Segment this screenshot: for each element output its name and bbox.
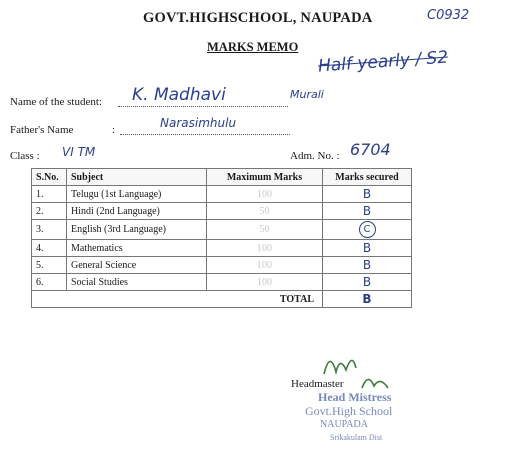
table-row bbox=[32, 220, 412, 240]
father-name-colon: : bbox=[112, 124, 116, 136]
row-subject: General Science bbox=[67, 257, 207, 274]
table-row bbox=[32, 240, 412, 257]
table-row bbox=[32, 186, 412, 203]
total-label: TOTAL bbox=[32, 291, 323, 308]
student-name-extra: Murali bbox=[290, 88, 324, 101]
row-max-marks: 50 bbox=[207, 203, 323, 220]
row-grade: B bbox=[323, 203, 412, 220]
stamp-line-4: Srikakulam Dist bbox=[330, 433, 383, 442]
marks-table bbox=[31, 168, 412, 308]
document-code: C0932 bbox=[427, 8, 470, 23]
row-grade: B bbox=[323, 257, 412, 274]
row-max-marks: 100 bbox=[207, 274, 323, 291]
table-header-row bbox=[32, 169, 412, 186]
student-name-line bbox=[118, 106, 288, 107]
row-subject: Mathematics bbox=[67, 240, 207, 257]
row-max-marks: 100 bbox=[207, 186, 323, 203]
header-max-marks: Maximum Marks bbox=[207, 169, 323, 186]
term-note: Half yearly / S2 bbox=[317, 47, 449, 77]
row-max-marks: 100 bbox=[207, 257, 323, 274]
table-row bbox=[32, 203, 412, 220]
total-grade: B bbox=[323, 291, 412, 308]
class-label: Class : bbox=[10, 150, 40, 162]
stamp-line-3: NAUPADA bbox=[320, 419, 368, 430]
row-grade: B bbox=[323, 186, 412, 203]
row-max-marks: 100 bbox=[207, 240, 323, 257]
student-name-value: K. Madhavi bbox=[132, 85, 226, 105]
row-grade: B bbox=[323, 240, 412, 257]
header-subject: Subject bbox=[67, 169, 207, 186]
student-name-label: Name of the student: bbox=[10, 96, 102, 108]
row-grade-circled: C bbox=[359, 221, 376, 238]
header-marks-secured: Marks secured bbox=[323, 169, 412, 186]
adm-no-value: 6704 bbox=[350, 140, 391, 159]
header-sno: S.No. bbox=[32, 169, 67, 186]
row-sno: 3. bbox=[32, 220, 67, 240]
row-max-marks: 50 bbox=[207, 220, 323, 240]
total-row bbox=[32, 291, 412, 308]
class-value: VI TM bbox=[62, 145, 96, 159]
row-grade-cell bbox=[323, 220, 412, 240]
memo-title: MARKS MEMO bbox=[207, 40, 299, 54]
row-sno: 1. bbox=[32, 186, 67, 203]
father-name-value: Narasimhulu bbox=[160, 116, 237, 130]
headmaster-label: Headmaster bbox=[291, 378, 344, 390]
row-subject: Telugu (1st Language) bbox=[67, 186, 207, 203]
row-sno: 4. bbox=[32, 240, 67, 257]
row-sno: 2. bbox=[32, 203, 67, 220]
adm-no-label: Adm. No. : bbox=[290, 150, 340, 162]
row-subject: Hindi (2nd Language) bbox=[67, 203, 207, 220]
row-grade: B bbox=[323, 274, 412, 291]
row-subject: English (3rd Language) bbox=[67, 220, 207, 240]
row-sno: 5. bbox=[32, 257, 67, 274]
stamp-line-2: Govt.High School bbox=[305, 404, 393, 418]
school-name: GOVT.HIGHSCHOOL, NAUPADA bbox=[143, 10, 373, 26]
stamp-line-1: Head Mistress bbox=[318, 390, 392, 404]
table-row bbox=[32, 257, 412, 274]
row-sno: 6. bbox=[32, 274, 67, 291]
father-name-line bbox=[120, 134, 290, 135]
father-name-label: Father's Name bbox=[10, 124, 74, 136]
row-subject: Social Studies bbox=[67, 274, 207, 291]
table-row bbox=[32, 274, 412, 291]
